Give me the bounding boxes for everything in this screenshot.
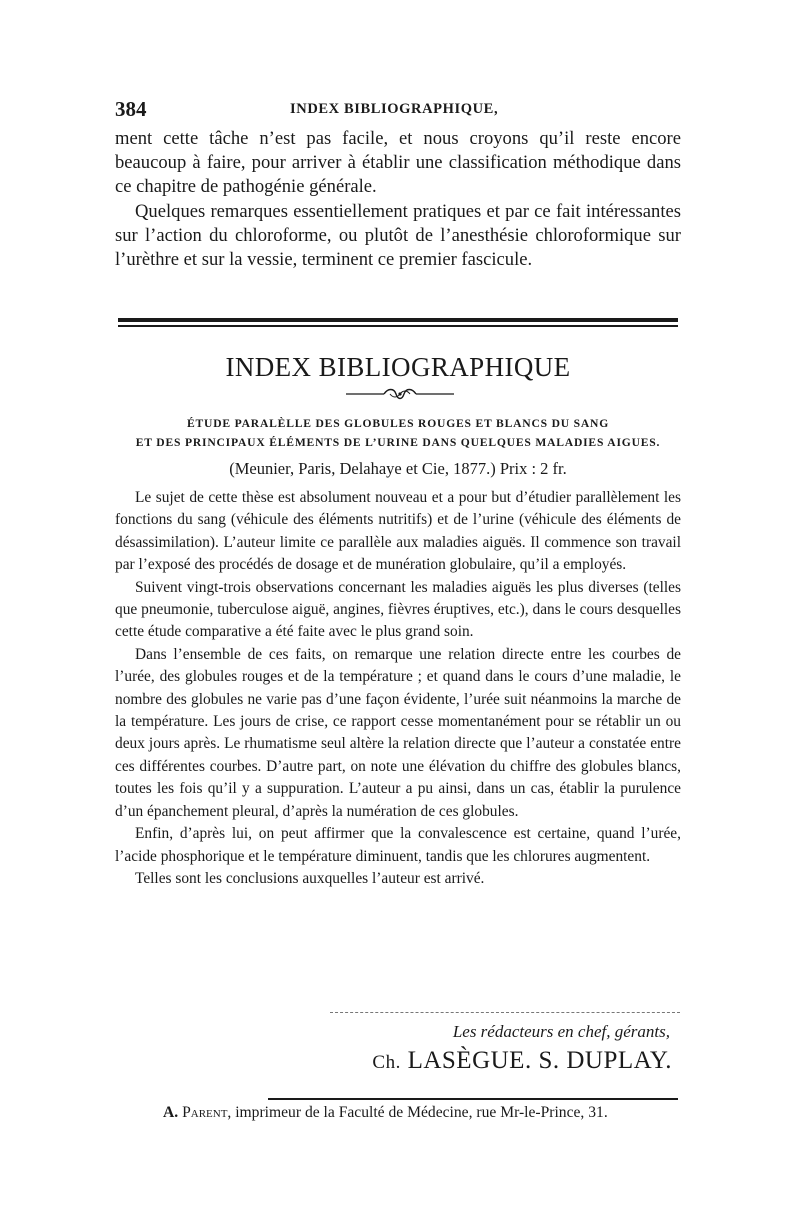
review-paragraph-4: Enfin, d’après lui, on peut affirmer que la convalescence est certaine, quand l’urée, l’acide phosphorique et le température diminuent, tandis que les chlorures augmentent.: [115, 825, 681, 865]
review-paragraph-3: Dans l’ensemble de ces faits, on remarque une relation directe entre les courbes de l’urée, des globules rouges et de la température ; et quand dans le cours d’une maladie, le nombre des globules ne varie pas d’une façon évidente, l’urée suit néanmoins la marche de la température. Les jours de crise, ce rapport cesse momentanément pour se rétablir un ou deux jours après. Le rhumatisme seul altère la relation directe que l’auteur a constatée entre ces différentes courbes. D’autre part, on note une élévation du chiffre des globules blancs, toutes les fois qu’il y a suppuration. L’auteur a pu ainsi, dans un cas, établir la purulence d’un épanchement pleural, d’après la numération de ces globules.: [115, 645, 681, 820]
intro-paragraph-1: ment cette tâche n’est pas facile, et nous croyons qu’il reste encore beaucoup à faire, pour arriver à établir une classification méthodique dans ce chapitre de pathogénie générale.: [115, 128, 681, 198]
intro-paragraph-2: Quelques remarques essentiellement pratiques et par ce fait intéressantes sur l’action du chloroforme, ou plutôt de l’anesthésie chloroformique sur l’urèthre et sur la vessie, terminent ce premier fascicule.: [115, 200, 681, 271]
entry-title: [115, 414, 681, 452]
entry-title-line-1: ÉTUDE PARALÈLLE DES GLOBULES ROUGES ET BLANCS DU SANG: [186, 417, 610, 430]
printer-imprint: [163, 1104, 683, 1122]
entry-title-line-2: ET DES PRINCIPAUX ÉLÉMENTS DE L’URINE DANS QUELQUES MALADIES AIGUES.: [135, 436, 661, 449]
section-title: INDEX BIBLIOGRAPHIQUE: [225, 352, 571, 382]
printer-divider: [268, 1098, 678, 1100]
review-paragraph-1: Le sujet de cette thèse est absolument nouveau et a pour but d’étudier parallèlement les fonctions du sang (véhicule des éléments nutritifs) et de l’urine (véhicule des éléments de désassimilation). L’auteur limite ce parallèle aux maladies aiguës. Il commence son travail par l’exposé des procédés de dosage et de munération globulaire, qu’il a employés.: [115, 489, 681, 574]
review-paragraph-2: Suivent vingt-trois observations concernant les maladies aiguës les plus diverses (telles que pneumonie, tuberculose aiguë, angines, fièvres éruptives, etc.), dans le cours desquelles cette étude comparative a été faite avec le plus grand soin.: [115, 578, 681, 641]
printer-details: imprimeur de la Faculté de Médecine, rue Mr-le-Prince, 31.: [235, 1104, 608, 1121]
running-title: INDEX BIBLIOGRAPHIQUE,: [290, 101, 499, 117]
review-text: [115, 487, 681, 890]
printer-name: Parent,: [182, 1104, 232, 1121]
printer-initial: A.: [163, 1104, 179, 1121]
signature-editors: LASÈGUE. S. DUPLAY.: [407, 1047, 672, 1074]
section-divider-thick: [118, 318, 678, 322]
entry-source: (Meunier, Paris, Delahaye et Cie, 1877.) Prix : 2 fr.: [229, 459, 567, 478]
signature-separator: [330, 1012, 680, 1013]
signature-names: [372, 1047, 672, 1075]
section-divider-thin: [118, 325, 678, 327]
page-number: 384: [115, 97, 147, 121]
running-head: [115, 97, 680, 121]
signature-prefix: Ch.: [372, 1052, 401, 1073]
signature-label: Les rédacteurs en chef, gérants,: [452, 1022, 670, 1041]
review-paragraph-5: Telles sont les conclusions auxquelles l’auteur est arrivé.: [135, 869, 485, 887]
ornament-flourish-icon: [340, 384, 460, 404]
intro-text: [115, 127, 681, 272]
